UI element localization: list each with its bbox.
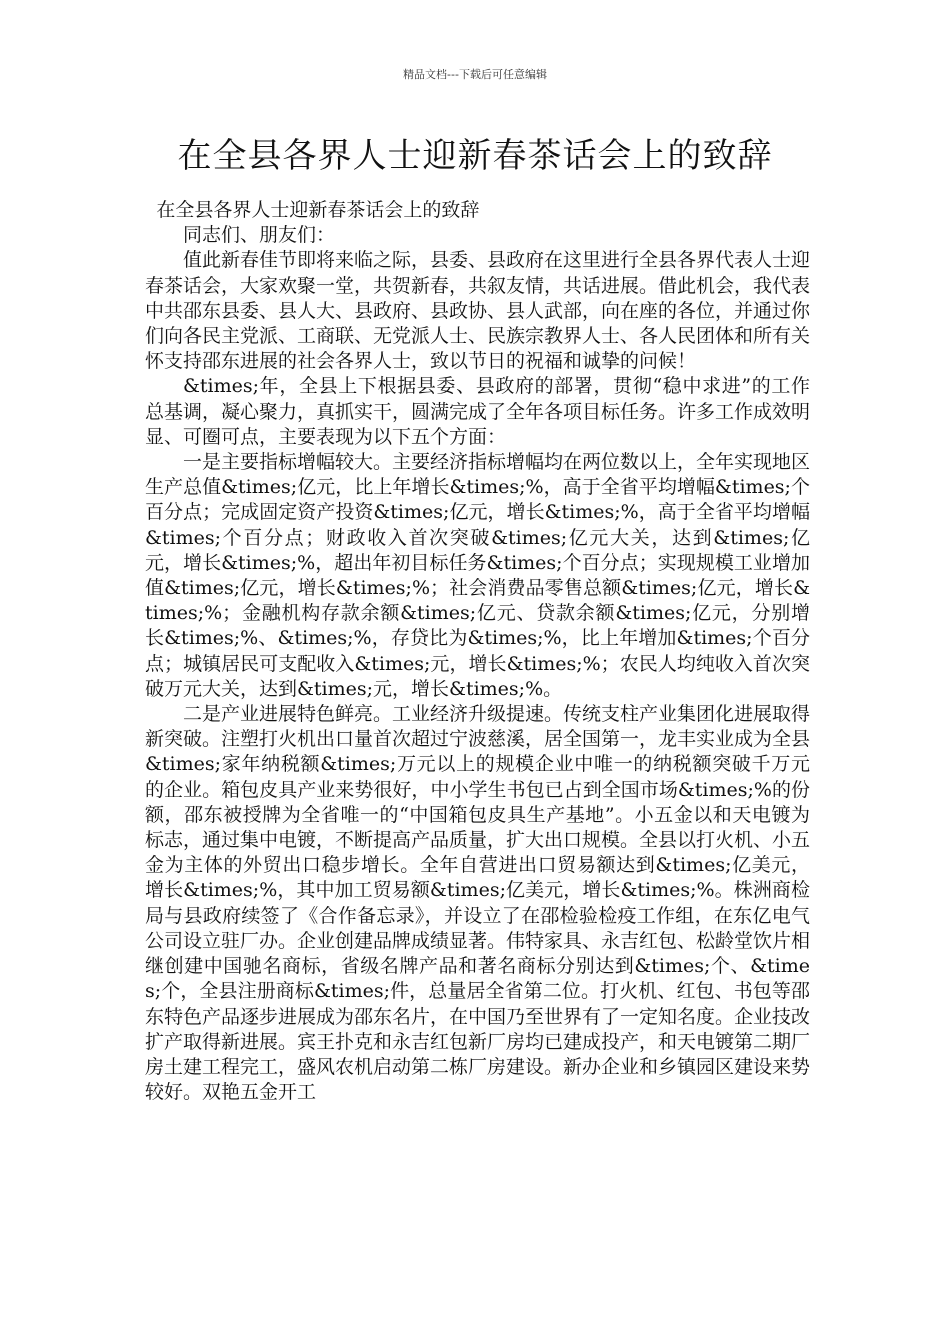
header-note: 精品文档---下载后可任意编辑 <box>403 68 547 81</box>
paragraph-summary: &times;年，全县上下根据县委、县政府的部署，贯彻“稳中求进”的工作总基调，凝心聚力，真抓实干，圆满完成了全年各项目标任务。许多工作成效明显、可圈可点，主要表现为以下五个方面： <box>145 375 811 448</box>
paragraph-industry: 二是产业进展特色鲜亮。工业经济升级提速。传统支柱产业集团化进展取得新突破。注塑打火机出口量首次超过宁波慈溪，居全国第一，龙丰实业成为全县&times;家年纳税额&times;万元以上的规模企业中唯一的纳税额突破千万元的企业。箱包皮具产业来势很好，中小学生书包已占到全国市场&times;%的份额，邵东被授牌为全省唯一的“中国箱包皮具生产基地”。小五金以和天电镀为标志，通过集中电镀，不断提高产品质量，扩大出口规模。全县以打火机、小五金为主体的外贸出口稳步增长。全年自营进出口贸易额达到&times;亿美元，增长&times;%，其中加工贸易额&times;亿美元，增长&times;%。株洲商检局与县政府续签了《合作备忘录》，并设立了在邵检验检疫工作组，在东亿电气公司设立驻厂办。企业创建品牌成绩显著。伟特家具、永吉红包、松龄堂饮片相继创建中国驰名商标，省级名牌产品和著名商标分别达到&times;个、&times;个，全县注册商标&times;件，总量居全省第二位。打火机、红包、书包等邵东特色产品逐步进展成为邵东名片，在中国乃至世界有了一定知名度。企业技改扩产取得新进展。宾王扑克和永吉红包新厂房均已建成投产，和天电镀第二期厂房土建工程完工，盛风农机启动第二栋厂房建设。新办企业和乡镇园区建设来势较好。双艳五金开工 <box>145 703 811 1104</box>
paragraph-indicators: 一是主要指标增幅较大。主要经济指标增幅均在两位数以上，全年实现地区生产总值&times;亿元，比上年增长&times;%，高于全省平均增幅&times;个百分点；完成固定资产投资&times;亿元，增长&times;%，高于全省平均增幅&times;个百分点；财政收入首次突破&times;亿元大关，达到&times;亿元，增长&times;%，超出年初目标任务&times;个百分点；实现规模工业增加值&times;亿元，增长&times;%；社会消费品零售总额&times;亿元，增长&times;%；金融机构存款余额&times;亿元、贷款余额&times;亿元，分别增长&times;%、&times;%，存贷比为&times;%，比上年增加&times;个百分点；城镇居民可支配收入&times;元，增长&times;%；农民人均纯收入首次突破万元大关，达到&times;元，增长&times;%。 <box>145 451 811 700</box>
document-title: 在全县各界人士迎新春茶话会上的致辞 <box>177 136 773 176</box>
paragraph-intro: 值此新春佳节即将来临之际，县委、县政府在这里进行全县各界代表人士迎春茶话会，大家欢聚一堂，共贺新春，共叙友情，共话进展。借此机会，我代表中共邵东县委、县人大、县政府、县政协、县人武部，向在座的各位，并通过你们向各民主党派、工商联、无党派人士、民族宗教界人士、各人民团体和所有关怀支持邵东进展的社会各界人士，致以节日的祝福和诚挚的问候！ <box>145 249 811 373</box>
document-body <box>145 198 810 1105</box>
document-subtitle: 在全县各界人士迎新春茶话会上的致辞 <box>156 199 480 221</box>
greeting: 同志们、朋友们： <box>183 224 336 247</box>
